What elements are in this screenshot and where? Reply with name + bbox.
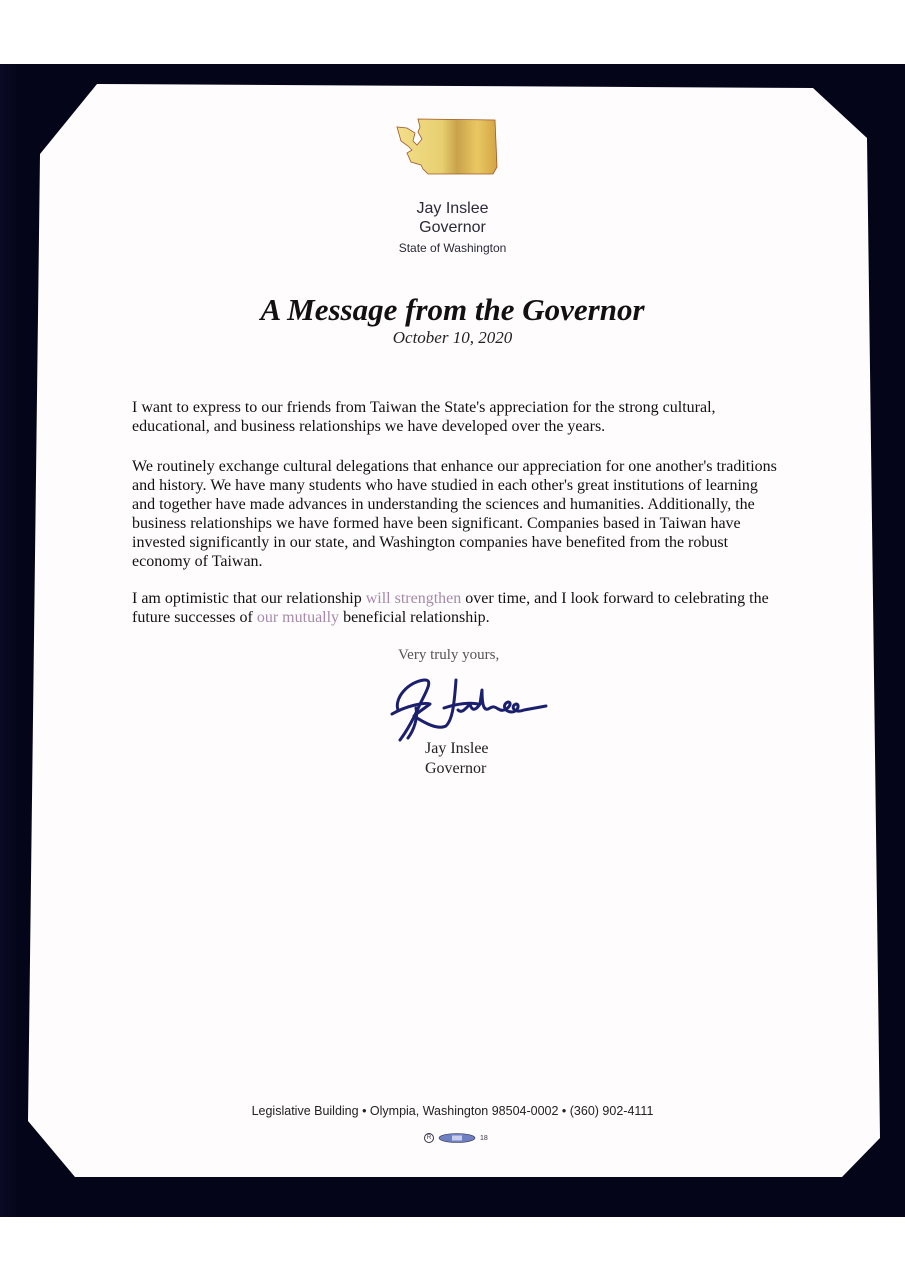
paragraph-3-text: beneficial relationship.: [339, 609, 490, 626]
closing-salutation: Very truly yours,: [398, 647, 500, 663]
paragraph-3-text: I am optimistic that our relationship: [132, 590, 366, 607]
union-label-icon: [424, 1131, 488, 1145]
governor-title-header: Governor: [419, 219, 486, 236]
faded-text: will strengthen: [365, 590, 462, 607]
faded-text: our mutually: [256, 609, 340, 626]
union-emblem-icon: [437, 1133, 477, 1143]
document-date: October 10, 2020: [392, 328, 513, 347]
registered-mark-icon: R: [424, 1133, 434, 1143]
paragraph-2: We routinely exchange cultural delegations that enhance our appreciation for one another's traditions and history. We have many students who have studied in each other's great institutions of learning and together have made advances in understanding the sciences and humanities. Additionally, the business relationships we have formed have been significant. Companies based in Taiwan have invested significantly in our state, and Washington companies have benefited from the robust economy of Taiwan.: [132, 458, 777, 570]
signer-title: Governor: [425, 760, 487, 777]
paragraph-3-text: over time, and I look forward to celebrating the future successes of: [132, 590, 769, 626]
governor-signature-icon: [386, 668, 586, 746]
union-number: 18: [480, 1134, 488, 1142]
paragraph-3: [132, 589, 782, 627]
governor-name-header: Jay Inslee: [416, 200, 489, 217]
document-title: A Message from the Governor: [260, 292, 645, 327]
paragraph-1: I want to express to our friends from Taiwan the State's appreciation for the strong cultural, educational, and business relationships we have developed over the years.: [132, 399, 716, 435]
signer-name: Jay Inslee: [425, 740, 489, 757]
state-name-header: State of Washington: [398, 241, 507, 255]
washington-state-gold-seal-icon: [393, 117, 501, 187]
footer-address: Legislative Building • Olympia, Washington 98504-0002 • (360) 902-4111: [251, 1104, 654, 1118]
